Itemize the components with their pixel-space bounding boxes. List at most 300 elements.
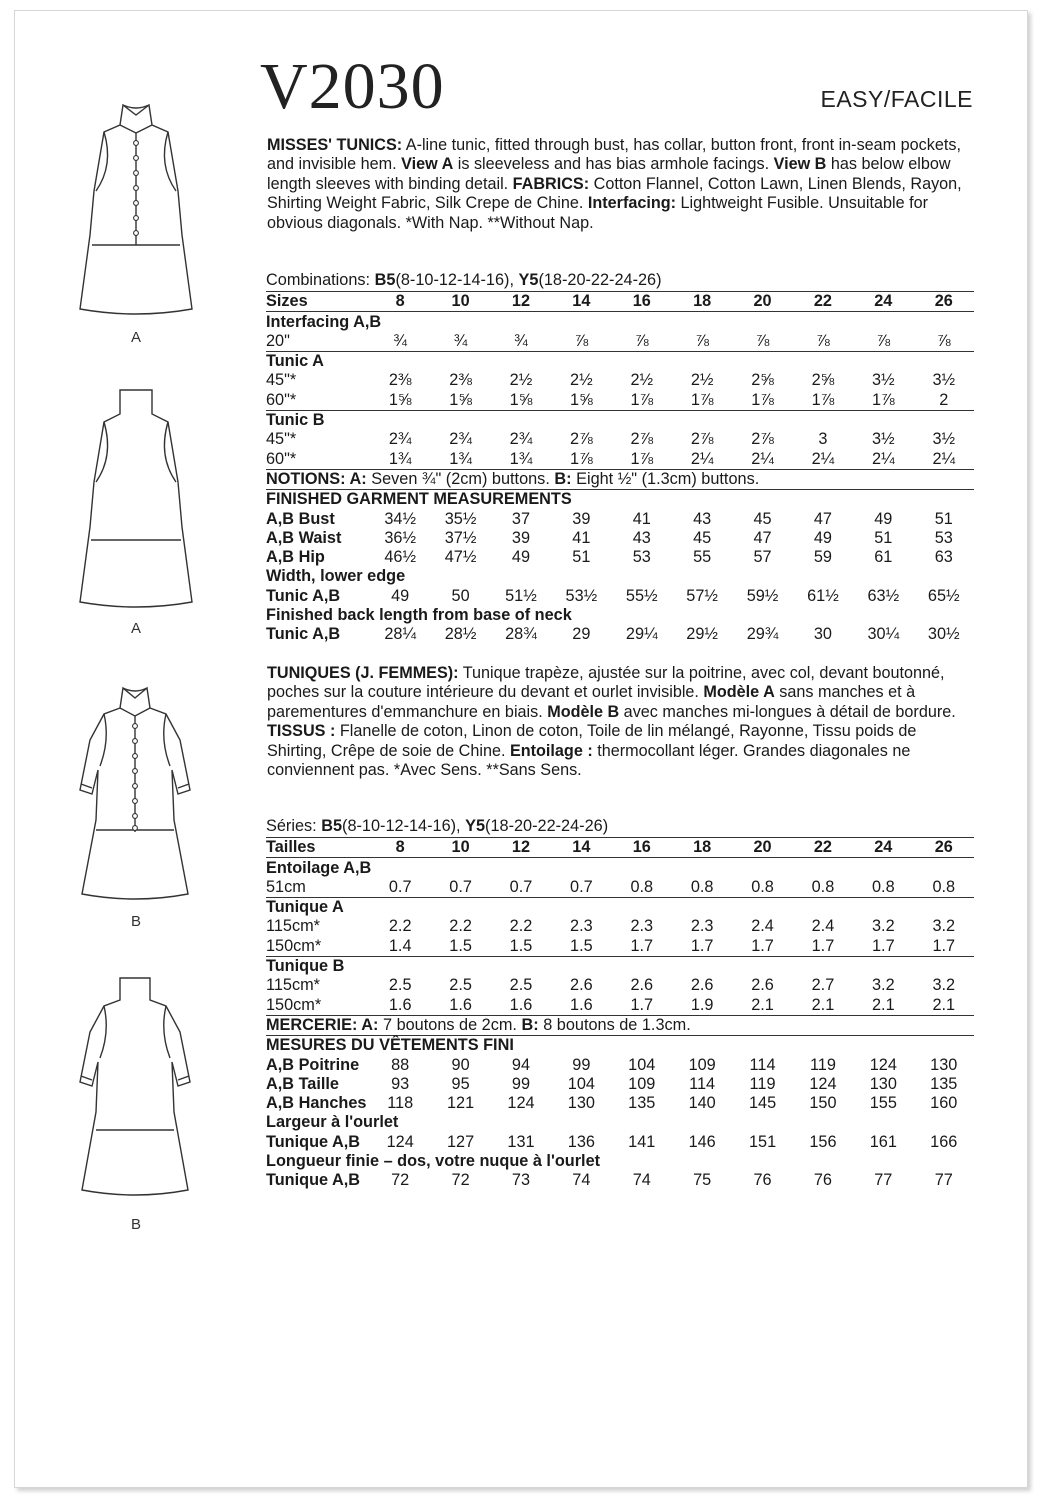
view-label: A xyxy=(131,329,142,346)
table-cell: 2.5 xyxy=(449,976,472,995)
table-cell: 30¼ xyxy=(867,625,900,644)
table-cell: 1.6 xyxy=(509,995,533,1014)
table-cell: 59 xyxy=(813,548,832,567)
table-cell: 51 xyxy=(874,528,893,547)
combinations-line xyxy=(266,815,974,837)
table-cell: 131 xyxy=(507,1132,535,1151)
sizes-label: Sizes xyxy=(266,292,370,312)
table-cell: 1⅞ xyxy=(630,390,654,409)
table-cell: 2¾ xyxy=(449,430,472,449)
table-cell: 114 xyxy=(689,1074,716,1093)
table-cell: 2¼ xyxy=(690,449,714,468)
table-cell: 90 xyxy=(451,1055,470,1074)
table-cell: 1.6 xyxy=(388,995,412,1014)
size-header: 24 xyxy=(853,838,913,858)
table-cell: 39 xyxy=(511,528,531,547)
table-cell: 2¼ xyxy=(751,449,774,468)
table-cell: 1⅝ xyxy=(388,390,412,409)
row-label: Tunique A,B xyxy=(266,1132,361,1151)
size-header: 24 xyxy=(853,292,913,312)
row-label: 45"* xyxy=(266,430,297,449)
description-segment: Cotton Flannel, Cotton Lawn, Linen Blends, Rayon, Shirting Weight Fabric, Silk Crepe de Chine. xyxy=(267,174,962,213)
row-label: 51cm xyxy=(266,877,306,896)
table-cell: 3½ xyxy=(932,430,956,449)
table-cell: 0.8 xyxy=(751,877,774,896)
table-cell: 0.7 xyxy=(388,877,412,896)
table-cell: 2.6 xyxy=(690,976,714,995)
table-cell: 28½ xyxy=(444,625,477,644)
table-cell: 2.7 xyxy=(811,976,835,995)
row-label: A,B Hanches xyxy=(266,1094,367,1113)
sizes-header-row xyxy=(266,838,974,858)
description-segment: TUNIQUES (J. FEMMES): xyxy=(267,664,459,682)
table-cell: 130 xyxy=(567,1094,595,1113)
row-label: 150cm* xyxy=(266,936,322,955)
combination-sizes: (8-10-12-14-16), xyxy=(395,271,519,289)
combination-sizes: (18-20-22-24-26) xyxy=(485,817,609,835)
length-title: Longueur finie – dos, votre nuque à l'ourlet xyxy=(266,1152,601,1171)
table-cell: 99 xyxy=(511,1074,531,1093)
table-row xyxy=(266,529,974,548)
table-cell: 1.9 xyxy=(690,995,714,1014)
table-cell: 65½ xyxy=(927,586,960,605)
table-cell: 135 xyxy=(930,1074,958,1093)
table-cell: 1.7 xyxy=(690,936,714,955)
table-cell: 2.1 xyxy=(811,995,835,1014)
table-cell: 0.7 xyxy=(570,877,593,896)
yardage-group-title: Interfacing A,B xyxy=(266,312,974,332)
sizes-label: Tailles xyxy=(266,838,370,858)
table-row xyxy=(266,1035,974,1055)
table-cell: ⅞ xyxy=(755,331,770,350)
table-cell: 47 xyxy=(753,528,772,547)
table-cell: 53 xyxy=(934,528,953,547)
row-label: Tunic A,B xyxy=(266,586,341,605)
pattern-number: V2030 xyxy=(260,50,445,123)
size-header: 12 xyxy=(491,292,551,312)
table-cell: 3 xyxy=(818,430,828,449)
table-cell: 124 xyxy=(809,1074,837,1093)
table-cell: 2.1 xyxy=(751,995,774,1014)
table-cell: 1⅞ xyxy=(751,390,774,409)
table-cell: 74 xyxy=(572,1171,591,1190)
view-label: B xyxy=(131,913,142,930)
row-label: A,B Bust xyxy=(266,509,335,528)
table-row xyxy=(266,351,974,371)
table-cell: 95 xyxy=(451,1074,470,1093)
table-cell: 2.6 xyxy=(751,976,774,995)
table-row xyxy=(266,956,974,976)
table-cell: 1⅞ xyxy=(630,449,654,468)
table-cell: 73 xyxy=(511,1171,531,1190)
table-cell: 118 xyxy=(387,1094,414,1113)
table-cell: ⅞ xyxy=(936,331,951,350)
table-cell: 1⅞ xyxy=(570,449,593,468)
table-cell: 53½ xyxy=(565,586,598,605)
table-cell: 1⅞ xyxy=(872,390,895,409)
back-sketch-view-a xyxy=(66,382,206,622)
table-cell: ⅞ xyxy=(876,331,891,350)
table-cell: 50 xyxy=(451,586,470,605)
table-cell: 2⅞ xyxy=(630,430,654,449)
table-cell: 29¼ xyxy=(625,625,658,644)
table-cell: 28¼ xyxy=(384,625,417,644)
table-cell: 2⅜ xyxy=(449,371,472,390)
table-cell: 63 xyxy=(934,548,953,567)
table-row xyxy=(266,390,974,410)
table-cell: 2.3 xyxy=(690,917,714,936)
table-cell: 49 xyxy=(391,586,410,605)
table-cell: 1.7 xyxy=(811,936,835,955)
description-segment: Lightweight Fusible. Unsuitable for obvious diagonals. *With Nap. **Without Nap. xyxy=(267,194,928,232)
row-label: 60"* xyxy=(266,390,297,409)
notions-segment: Seven ¾" (2cm) buttons. xyxy=(366,469,555,488)
table-cell: 36½ xyxy=(384,528,417,547)
table-cell: 51½ xyxy=(505,586,537,605)
table-cell: 2¼ xyxy=(872,449,895,468)
table-cell: 104 xyxy=(628,1055,656,1074)
table-cell: 109 xyxy=(688,1055,716,1074)
table-cell: 30½ xyxy=(927,625,960,644)
combination-code: B5 xyxy=(374,271,396,289)
table-cell: 127 xyxy=(447,1132,475,1151)
size-header: 10 xyxy=(430,838,490,858)
table-cell: 1.7 xyxy=(932,936,956,955)
english-description xyxy=(267,136,977,233)
table-cell: 2⅞ xyxy=(690,430,714,449)
table-row xyxy=(266,332,974,352)
table-cell: 1.5 xyxy=(570,936,593,955)
table-cell: 2.5 xyxy=(509,976,533,995)
table-cell: 1¾ xyxy=(449,449,472,468)
table-cell: 2.2 xyxy=(449,917,472,936)
table-cell: 2⅝ xyxy=(811,371,835,390)
table-cell: 1.6 xyxy=(570,995,593,1014)
table-row xyxy=(266,878,974,898)
measurements-title: FINISHED GARMENT MEASUREMENTS xyxy=(266,489,974,509)
table-row xyxy=(266,567,974,586)
table-cell: 2½ xyxy=(630,371,654,390)
width-title: Largeur à l'ourlet xyxy=(266,1113,399,1132)
table-cell: 2.5 xyxy=(388,976,412,995)
table-cell: 93 xyxy=(391,1074,410,1093)
table-cell: 135 xyxy=(628,1094,656,1113)
table-cell: 146 xyxy=(688,1132,716,1151)
table-cell: 1.6 xyxy=(449,995,472,1014)
table-cell: 2.1 xyxy=(932,995,956,1014)
notions-segment: B: xyxy=(554,469,572,488)
table-cell: 49 xyxy=(511,548,531,567)
table-cell: 45 xyxy=(693,528,712,547)
table-cell: 2.2 xyxy=(388,917,412,936)
size-header: 22 xyxy=(793,838,853,858)
table-cell: 57 xyxy=(753,548,772,567)
table-cell: 3½ xyxy=(932,371,956,390)
table-cell: 51 xyxy=(934,509,953,528)
table-row xyxy=(266,371,974,390)
table-cell: 37 xyxy=(511,509,531,528)
table-cell: 1⅝ xyxy=(509,390,533,409)
row-label: Tunic A,B xyxy=(266,625,341,644)
table-cell: ⅞ xyxy=(816,331,830,350)
table-cell: 166 xyxy=(930,1132,958,1151)
table-cell: 53 xyxy=(632,548,651,567)
table-cell: 75 xyxy=(693,1171,712,1190)
table-cell: 0.7 xyxy=(509,877,533,896)
size-header: 18 xyxy=(672,292,732,312)
table-row xyxy=(266,936,974,956)
table-cell: 1⅝ xyxy=(570,390,593,409)
table-row xyxy=(266,1055,974,1074)
width-title: Width, lower edge xyxy=(266,567,406,586)
table-cell: 3½ xyxy=(872,371,895,390)
table-cell: 0.7 xyxy=(449,877,472,896)
row-label: A,B Waist xyxy=(266,528,342,547)
combination-code: B5 xyxy=(321,817,343,835)
length-title: Finished back length from base of neck xyxy=(266,606,572,625)
table-row xyxy=(266,489,974,509)
description-segment: MISSES' TUNICS: xyxy=(267,136,403,154)
table-cell: 45 xyxy=(753,509,772,528)
table-row xyxy=(266,1152,974,1171)
view-label: B xyxy=(131,1216,142,1233)
row-label: 115cm* xyxy=(266,917,320,936)
notions-segment: 8 boutons de 1.3cm. xyxy=(538,1015,691,1034)
table-cell: 2.1 xyxy=(872,995,895,1014)
description-segment: Tunique trapèze, ajustée sur la poitrine, avec col, devant boutonné, poches sur la couture intérieure du devant et ourlet invisible. xyxy=(267,664,945,702)
description-segment: sans manches et à parementures d'emmanchure en biais. xyxy=(267,683,916,721)
table-cell: 130 xyxy=(930,1055,958,1074)
front-sketch-view-a xyxy=(66,95,206,330)
difficulty-label: EASY/FACILE xyxy=(820,86,973,112)
table-cell: 37½ xyxy=(444,528,477,547)
description-segment: Interfacing: xyxy=(587,194,677,213)
table-row xyxy=(266,1132,974,1151)
table-cell: 77 xyxy=(874,1171,893,1190)
table-row xyxy=(266,976,974,995)
table-row xyxy=(266,1171,974,1190)
table-cell: 47 xyxy=(813,509,832,528)
table-row xyxy=(266,1094,974,1113)
table-cell: 2¾ xyxy=(388,430,412,449)
front-sketch-view-b xyxy=(50,680,220,915)
size-chart-table xyxy=(266,291,974,644)
description-segment: View B xyxy=(773,155,827,174)
table-cell: ¾ xyxy=(393,331,407,350)
table-row xyxy=(266,917,974,936)
table-cell: 2¾ xyxy=(509,430,533,449)
table-row xyxy=(266,858,974,878)
table-cell: 119 xyxy=(809,1055,836,1074)
row-label: 115cm* xyxy=(266,976,320,995)
size-header: 14 xyxy=(551,292,611,312)
table-cell: 1.5 xyxy=(449,936,472,955)
table-cell: 94 xyxy=(511,1055,531,1074)
size-header: 18 xyxy=(672,838,732,858)
table-cell: 35½ xyxy=(444,509,477,528)
table-cell: 41 xyxy=(572,528,591,547)
combination-code: Y5 xyxy=(518,271,539,289)
table-cell: ¾ xyxy=(453,331,468,350)
table-cell: 29¾ xyxy=(746,625,779,644)
back-sketch-view-b xyxy=(50,970,220,1210)
row-label: 60"* xyxy=(266,449,297,468)
yardage-group-title: Entoilage A,B xyxy=(266,858,974,878)
table-cell: 141 xyxy=(628,1132,656,1151)
table-cell: 1⅝ xyxy=(449,390,472,409)
table-cell: 41 xyxy=(632,509,651,528)
table-cell: 77 xyxy=(934,1171,953,1190)
table-cell: 59½ xyxy=(746,586,779,605)
table-cell: 130 xyxy=(869,1074,897,1093)
measurements-title: MESURES DU VÊTEMENTS FINI xyxy=(266,1035,974,1055)
combination-sizes: (8-10-12-14-16), xyxy=(342,817,466,835)
table-cell: ⅞ xyxy=(634,331,649,350)
table-cell: 2 xyxy=(939,390,949,409)
table-cell: 57½ xyxy=(686,586,718,605)
table-cell: 55 xyxy=(693,548,712,567)
table-cell: 2⅞ xyxy=(570,430,593,449)
table-cell: 1¾ xyxy=(509,449,533,468)
description-segment: TISSUS : xyxy=(267,722,336,741)
table-row xyxy=(266,995,974,1015)
table-cell: 1.4 xyxy=(388,936,412,955)
table-cell: 2⅝ xyxy=(751,371,774,390)
row-label: A,B Taille xyxy=(266,1074,339,1093)
description-segment: avec manches mi-longues à détail de bordure. xyxy=(619,702,956,721)
description-segment: Flanelle de coton, Linon de coton, Toile de lin mélangé, Rayonne, Tissu poids de Shirting, Crêpe de soie de Chine. xyxy=(267,722,917,760)
table-cell: 74 xyxy=(632,1171,651,1190)
table-cell: 3.2 xyxy=(872,917,895,936)
table-cell: 121 xyxy=(447,1094,475,1113)
table-cell: 2.6 xyxy=(630,976,654,995)
english-chart xyxy=(266,269,974,644)
table-cell: ¾ xyxy=(514,331,528,350)
table-cell: ⅞ xyxy=(574,331,589,350)
table-cell: 124 xyxy=(386,1132,414,1151)
table-row xyxy=(266,586,974,605)
table-cell: 0.8 xyxy=(872,877,895,896)
french-description xyxy=(267,664,977,780)
notions-text xyxy=(266,469,974,489)
table-cell: 0.8 xyxy=(690,877,714,896)
table-cell: 51 xyxy=(572,548,591,567)
table-cell: 1⅞ xyxy=(690,390,714,409)
table-cell: 1.7 xyxy=(630,936,654,955)
combinations-label: Séries: xyxy=(266,817,322,835)
size-header: 10 xyxy=(430,292,490,312)
size-header: 12 xyxy=(491,838,551,858)
size-header: 16 xyxy=(612,292,672,312)
table-cell: 72 xyxy=(391,1171,410,1190)
table-cell: 88 xyxy=(391,1055,410,1074)
table-cell: 104 xyxy=(567,1074,595,1093)
description-segment: thermocollant léger. Grandes diagonales ne conviennent pas. *Avec Sens. **Sans Sens. xyxy=(267,741,911,780)
table-cell: 114 xyxy=(749,1055,776,1074)
notions-segment: Eight ½" (1.3cm) buttons. xyxy=(571,469,760,488)
size-header: 8 xyxy=(370,292,430,312)
table-cell: 49 xyxy=(813,528,832,547)
table-cell: 29 xyxy=(572,625,591,644)
table-cell: 55½ xyxy=(625,586,658,605)
table-cell: 156 xyxy=(809,1132,837,1151)
notions-segment: MERCERIE: A: xyxy=(266,1015,379,1034)
table-row xyxy=(266,548,974,567)
description-segment: Entoilage : xyxy=(509,741,593,760)
table-cell: 2½ xyxy=(690,371,714,390)
table-cell: 140 xyxy=(688,1094,716,1113)
notions-row xyxy=(266,469,974,489)
table-cell: 2¼ xyxy=(811,449,835,468)
table-cell: 109 xyxy=(628,1074,656,1093)
table-cell: 3½ xyxy=(872,430,895,449)
table-cell: 160 xyxy=(930,1094,958,1113)
size-chart-table xyxy=(266,837,974,1190)
description-segment: A-line tunic, fitted through bust, has collar, button front, front in-seam pockets, and invisible hem. xyxy=(267,136,961,174)
table-cell: 136 xyxy=(567,1132,595,1151)
table-cell: 2½ xyxy=(509,371,533,390)
table-cell: 161 xyxy=(869,1132,897,1151)
table-row xyxy=(266,449,974,469)
description-segment: Modèle B xyxy=(547,702,620,721)
table-row xyxy=(266,1075,974,1094)
table-cell: 119 xyxy=(749,1074,776,1093)
yardage-group-title: Tunic B xyxy=(266,410,974,430)
combination-sizes: (18-20-22-24-26) xyxy=(538,271,662,289)
notions-text xyxy=(266,1015,974,1035)
yardage-group-title: Tunique B xyxy=(266,956,974,976)
table-cell: 0.8 xyxy=(932,877,956,896)
notions-segment: NOTIONS: A: xyxy=(266,469,367,488)
table-cell: 1.5 xyxy=(509,936,533,955)
notions-row xyxy=(266,1015,974,1035)
table-cell: 150 xyxy=(809,1094,837,1113)
table-cell: 1¾ xyxy=(388,449,412,468)
table-cell: 72 xyxy=(451,1171,470,1190)
description-segment: is sleeveless and has bias armhole facings. xyxy=(453,155,774,174)
table-cell: 29½ xyxy=(686,625,718,644)
table-cell: 145 xyxy=(748,1094,777,1113)
table-cell: 76 xyxy=(753,1171,772,1190)
row-label: 150cm* xyxy=(266,995,322,1014)
table-cell: 34½ xyxy=(384,509,417,528)
table-cell: 1.7 xyxy=(872,936,895,955)
combinations-label: Combinations: xyxy=(266,271,375,289)
table-cell: 61½ xyxy=(807,586,839,605)
row-label: A,B Poitrine xyxy=(266,1055,360,1074)
table-cell: 155 xyxy=(869,1094,897,1113)
table-cell: 2½ xyxy=(570,371,593,390)
table-cell: 61 xyxy=(874,548,893,567)
table-cell: 39 xyxy=(572,509,591,528)
size-header: 14 xyxy=(551,838,611,858)
table-cell: 151 xyxy=(748,1132,777,1151)
description-segment: View A xyxy=(401,155,454,174)
sizes-header-row xyxy=(266,292,974,312)
table-cell: 2.3 xyxy=(630,917,654,936)
french-chart xyxy=(266,815,974,1190)
combination-code: Y5 xyxy=(465,817,486,835)
row-label: A,B Hip xyxy=(266,548,325,567)
size-header: 22 xyxy=(793,292,853,312)
size-header: 20 xyxy=(732,838,792,858)
description-segment: FABRICS: xyxy=(512,174,590,193)
description-segment: Modèle A xyxy=(703,683,775,702)
table-cell: 2.2 xyxy=(509,917,533,936)
table-row xyxy=(266,625,974,644)
table-cell: 124 xyxy=(869,1055,897,1074)
table-cell: 47½ xyxy=(444,548,477,567)
